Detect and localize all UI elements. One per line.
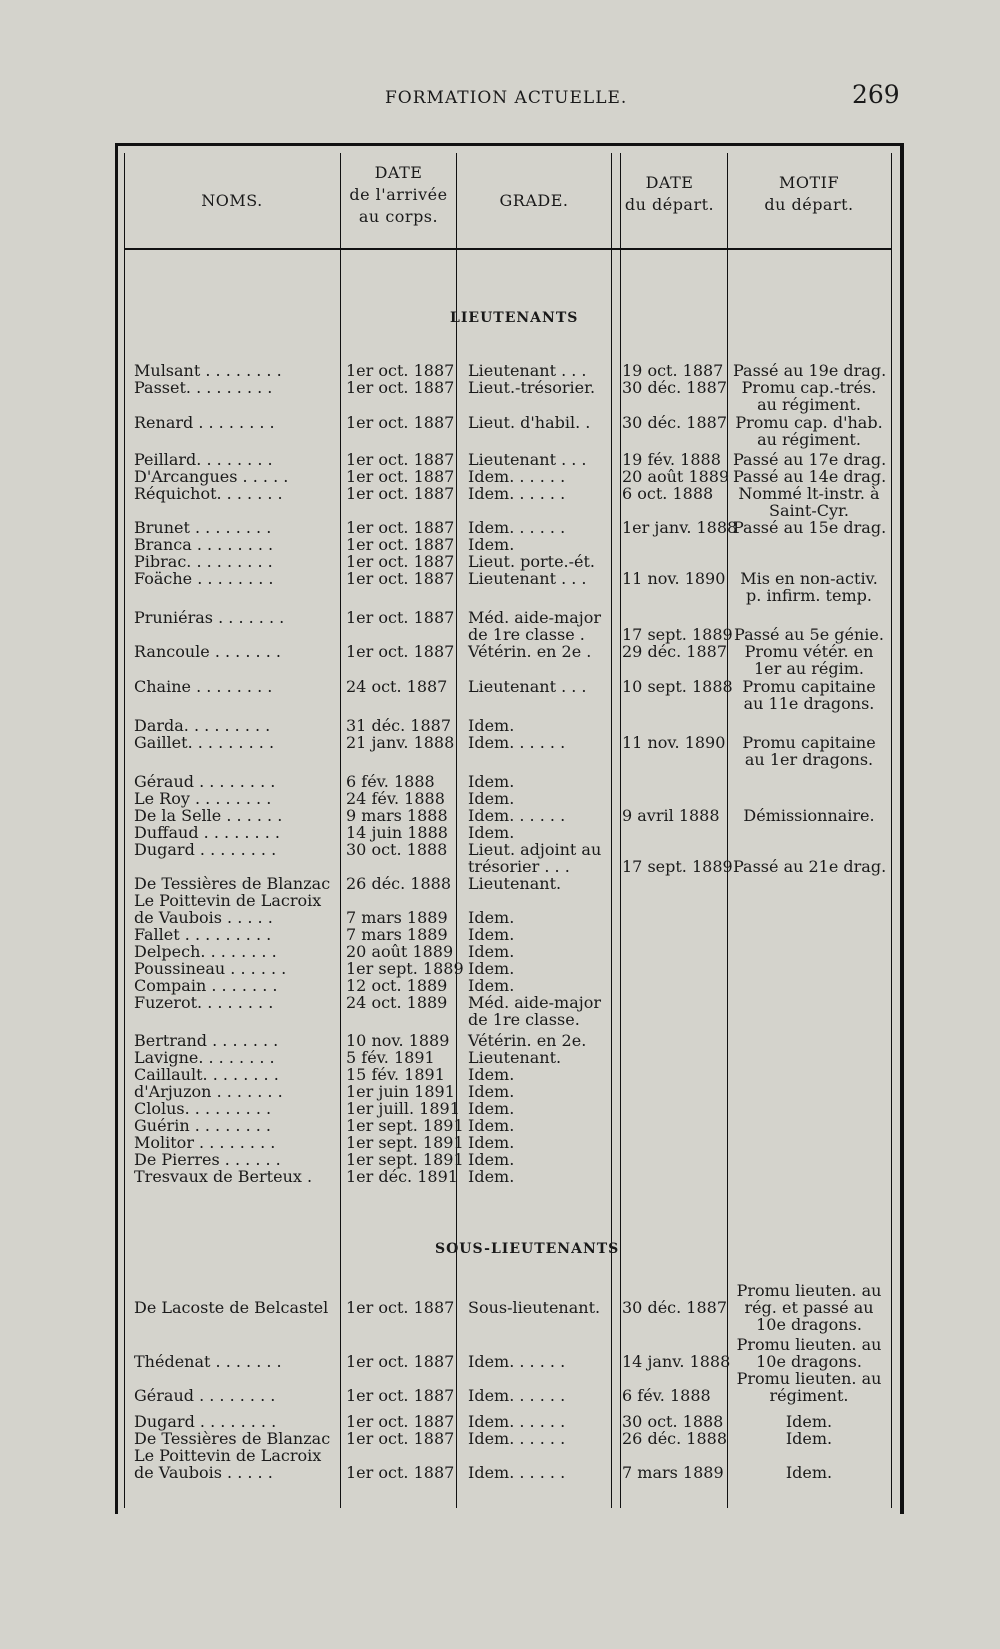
cell-grade: Lieut. d'habil. . — [468, 413, 591, 432]
cell-nom: Delpech. . . . . . . . — [134, 942, 277, 961]
cell-nom: Passet. . . . . . . . . — [134, 378, 273, 397]
cell-arrivee: 1er oct. 1887 — [346, 467, 455, 486]
cell-grade: Idem. . . . . . — [468, 518, 566, 537]
cell-arrivee: 26 déc. 1888 — [346, 874, 452, 893]
section-title-sous-lieutenants: SOUS-LIEUTENANTS — [435, 1241, 620, 1257]
running-head: FORMATION ACTUELLE. — [385, 88, 628, 108]
cell-motif: au 11e dragons. — [743, 694, 875, 713]
cell-arrivee: 5 fév. 1891 — [346, 1048, 435, 1067]
cell-grade: Idem. . . . . . — [468, 1352, 566, 1371]
cell-motif: au 1er dragons. — [744, 750, 874, 769]
cell-arrivee: 7 mars 1889 — [346, 925, 448, 944]
cell-arrivee: 20 août 1889 — [346, 942, 454, 961]
cell-depart: 17 sept. 1889 — [622, 625, 733, 644]
cell-motif: Promu cap.-trés. — [741, 378, 877, 397]
cell-grade: Idem. — [468, 772, 515, 791]
cell-grade: Lieutenant . . . — [468, 677, 587, 696]
cell-nom: De Tessières de Blanzac — [134, 1429, 331, 1448]
cell-grade: Idem. . . . . . — [468, 467, 566, 486]
cell-grade: Idem. — [468, 959, 515, 978]
cell-arrivee: 21 janv. 1888 — [346, 733, 455, 752]
cell-nom: Le Roy . . . . . . . . — [134, 789, 272, 808]
cell-arrivee: 1er oct. 1887 — [346, 484, 455, 503]
cell-nom: Le Poittevin de Lacroix — [134, 1446, 322, 1465]
cell-motif: Passé au 17e drag. — [733, 450, 887, 469]
cell-nom: Branca . . . . . . . . — [134, 535, 274, 554]
cell-arrivee: 1er juin 1891 — [346, 1082, 455, 1101]
cell-grade: Idem. — [468, 1116, 515, 1135]
cell-grade: Vétérin. en 2e . — [468, 642, 592, 661]
cell-nom: Thédenat . . . . . . . — [134, 1352, 282, 1371]
cell-motif: Saint-Cyr. — [768, 501, 849, 520]
cell-arrivee: 1er oct. 1887 — [346, 1412, 455, 1431]
header-date-arrivee: DATE de l'arrivée au corps. — [349, 163, 448, 226]
cell-nom: De Tessières de Blanzac — [134, 874, 331, 893]
header-rule — [124, 248, 891, 250]
cell-motif: Promu lieuten. au — [736, 1281, 882, 1300]
cell-nom: Dugard . . . . . . . . — [134, 840, 277, 859]
cell-arrivee: 15 fév. 1891 — [346, 1065, 445, 1084]
cell-depart: 7 mars 1889 — [622, 1463, 724, 1482]
cell-depart: 1er janv. 1888 — [622, 518, 738, 537]
cell-nom: Pibrac. . . . . . . . . — [134, 552, 273, 571]
cell-motif: 1er au régim. — [753, 659, 865, 678]
cell-nom: Lavigne. . . . . . . . — [134, 1048, 275, 1067]
cell-grade: Idem. — [468, 942, 515, 961]
cell-arrivee: 1er oct. 1887 — [346, 361, 455, 380]
cell-motif: Idem. — [785, 1463, 833, 1482]
cell-nom: Fallet . . . . . . . . . — [134, 925, 272, 944]
cell-nom: Guérin . . . . . . . . — [134, 1116, 271, 1135]
cell-grade: Idem. — [468, 716, 515, 735]
cell-grade: Idem. . . . . . — [468, 806, 566, 825]
cell-grade: Idem. . . . . . — [468, 733, 566, 752]
cell-arrivee: 1er oct. 1887 — [346, 413, 455, 432]
cell-arrivee: 1er sept. 1891 — [346, 1133, 464, 1152]
cell-arrivee: 6 fév. 1888 — [346, 772, 435, 791]
section-title-lieutenants: LIEUTENANTS — [450, 310, 579, 326]
cell-depart: 30 déc. 1887 — [622, 413, 728, 432]
cell-motif: Idem. — [785, 1412, 833, 1431]
cell-nom: Compain . . . . . . . — [134, 976, 278, 995]
cell-motif: Passé au 5e génie. — [734, 625, 884, 644]
cell-nom: Peillard. . . . . . . . — [134, 450, 273, 469]
cell-grade: Idem. — [468, 908, 515, 927]
cell-arrivee: 24 oct. 1889 — [346, 993, 448, 1012]
cell-nom: Renard . . . . . . . . — [134, 413, 275, 432]
cell-grade: Idem. — [468, 535, 515, 554]
cell-grade: Lieutenant. — [468, 1048, 562, 1067]
header-grade: GRADE. — [499, 191, 569, 210]
cell-arrivee: 1er oct. 1887 — [346, 569, 455, 588]
header-motif: MOTIF du départ. — [764, 173, 854, 214]
cell-arrivee: 1er oct. 1887 — [346, 1298, 455, 1317]
cell-motif: au régiment. — [757, 395, 861, 414]
column-divider — [456, 153, 457, 1508]
cell-depart: 6 fév. 1888 — [622, 1386, 711, 1405]
cell-arrivee: 7 mars 1889 — [346, 908, 448, 927]
cell-depart: 30 déc. 1887 — [622, 1298, 728, 1317]
cell-motif: au régiment. — [757, 430, 861, 449]
cell-nom: Chaine . . . . . . . . — [134, 677, 273, 696]
cell-arrivee: 1er oct. 1887 — [346, 378, 455, 397]
column-divider — [340, 153, 341, 1508]
cell-grade: Idem. — [468, 1065, 515, 1084]
cell-motif: Promu cap. d'hab. — [735, 413, 883, 432]
cell-motif: Promu vétér. en — [744, 642, 874, 661]
column-divider — [611, 153, 612, 1508]
page-number: 269 — [852, 80, 900, 109]
cell-arrivee: 10 nov. 1889 — [346, 1031, 450, 1050]
cell-arrivee: 9 mars 1888 — [346, 806, 448, 825]
cell-motif: rég. et passé au — [744, 1298, 874, 1317]
cell-nom: De la Selle . . . . . . — [134, 806, 283, 825]
cell-motif: Passé au 15e drag. — [733, 518, 887, 537]
header-date-depart: DATE du départ. — [624, 173, 715, 214]
cell-nom: Poussineau . . . . . . — [134, 959, 287, 978]
cell-arrivee: 1er oct. 1887 — [346, 1463, 455, 1482]
cell-arrivee: 1er sept. 1891 — [346, 1116, 464, 1135]
cell-grade: de 1re classe. — [468, 1010, 580, 1029]
cell-nom: Tresvaux de Berteux . — [134, 1167, 313, 1186]
cell-nom: Pruniéras . . . . . . . — [134, 608, 285, 627]
cell-motif: régiment. — [769, 1386, 849, 1405]
cell-grade: Idem. . . . . . — [468, 484, 566, 503]
cell-grade: Lieut. adjoint au — [468, 840, 602, 859]
column-divider — [727, 153, 728, 1508]
cell-grade: Idem. — [468, 1082, 515, 1101]
cell-grade: Lieutenant . . . — [468, 450, 587, 469]
cell-grade: Idem. — [468, 1167, 515, 1186]
cell-depart: 14 janv. 1888 — [622, 1352, 731, 1371]
cell-grade: Idem. . . . . . — [468, 1386, 566, 1405]
cell-motif: Promu lieuten. au — [736, 1369, 882, 1388]
cell-arrivee: 1er oct. 1887 — [346, 535, 455, 554]
cell-nom: de Vaubois . . . . . — [134, 1463, 273, 1482]
cell-arrivee: 1er oct. 1887 — [346, 450, 455, 469]
cell-depart: 6 oct. 1888 — [622, 484, 714, 503]
cell-arrivee: 1er oct. 1887 — [346, 1352, 455, 1371]
cell-arrivee: 1er sept. 1891 — [346, 1150, 464, 1169]
cell-motif: Nommé lt-instr. à — [738, 484, 880, 503]
cell-grade: Idem. . . . . . — [468, 1463, 566, 1482]
cell-depart: 11 nov. 1890 — [622, 569, 726, 588]
cell-motif: 10e dragons. — [756, 1352, 862, 1371]
cell-depart: 10 sept. 1888 — [622, 677, 733, 696]
cell-grade: Lieutenant. — [468, 874, 562, 893]
cell-motif: Promu capitaine — [742, 677, 876, 696]
cell-grade: de 1re classe . — [468, 625, 585, 644]
cell-grade: Idem. — [468, 823, 515, 842]
cell-grade: Idem. — [468, 789, 515, 808]
cell-arrivee: 14 juin 1888 — [346, 823, 448, 842]
cell-motif: Passé au 14e drag. — [733, 467, 887, 486]
cell-grade: Lieut.-trésorier. — [468, 378, 596, 397]
cell-nom: Molitor . . . . . . . . — [134, 1133, 276, 1152]
cell-grade: Lieut. porte.-ét. — [468, 552, 596, 571]
cell-nom: d'Arjuzon . . . . . . . — [134, 1082, 283, 1101]
cell-nom: Le Poittevin de Lacroix — [134, 891, 322, 910]
cell-grade: Idem. — [468, 1099, 515, 1118]
cell-arrivee: 1er oct. 1887 — [346, 552, 455, 571]
cell-motif: Promu capitaine — [742, 733, 876, 752]
cell-nom: D'Arcangues . . . . . — [134, 467, 289, 486]
cell-arrivee: 31 déc. 1887 — [346, 716, 452, 735]
cell-nom: Duffaud . . . . . . . . — [134, 823, 280, 842]
column-divider — [620, 153, 621, 1508]
cell-nom: Géraud . . . . . . . . — [134, 1386, 276, 1405]
cell-depart: 30 déc. 1887 — [622, 378, 728, 397]
cell-grade: Lieutenant . . . — [468, 361, 587, 380]
cell-nom: De Pierres . . . . . . — [134, 1150, 281, 1169]
cell-grade: Idem. . . . . . — [468, 1412, 566, 1431]
cell-nom: Géraud . . . . . . . . — [134, 772, 276, 791]
cell-motif: p. infirm. temp. — [746, 586, 872, 605]
cell-nom: Gaillet. . . . . . . . . — [134, 733, 275, 752]
cell-grade: Méd. aide-major — [468, 608, 601, 627]
cell-depart: 20 août 1889 — [622, 467, 730, 486]
cell-depart: 11 nov. 1890 — [622, 733, 726, 752]
cell-arrivee: 1er oct. 1887 — [346, 1429, 455, 1448]
cell-motif: 10e dragons. — [756, 1315, 862, 1334]
cell-arrivee: 1er oct. 1887 — [346, 518, 455, 537]
cell-depart: 29 déc. 1887 — [622, 642, 728, 661]
cell-nom: Caillault. . . . . . . . — [134, 1065, 279, 1084]
cell-arrivee: 24 fév. 1888 — [346, 789, 445, 808]
cell-nom: Brunet . . . . . . . . — [134, 518, 272, 537]
cell-grade: Vétérin. en 2e. — [468, 1031, 587, 1050]
cell-motif: Passé au 21e drag. — [733, 857, 887, 876]
cell-grade: Idem. — [468, 1133, 515, 1152]
cell-arrivee: 1er sept. 1889 — [346, 959, 464, 978]
cell-motif: Passé au 19e drag. — [733, 361, 887, 380]
cell-depart: 17 sept. 1889 — [622, 857, 733, 876]
cell-nom: Rancoule . . . . . . . — [134, 642, 281, 661]
cell-arrivee: 1er oct. 1887 — [346, 642, 455, 661]
cell-nom: Darda. . . . . . . . . — [134, 716, 271, 735]
cell-motif: Idem. — [785, 1429, 833, 1448]
cell-nom: Clolus. . . . . . . . . — [134, 1099, 272, 1118]
cell-nom: Foäche . . . . . . . . — [134, 569, 274, 588]
cell-grade: trésorier . . . — [468, 857, 570, 876]
cell-grade: Idem. — [468, 1150, 515, 1169]
cell-nom: Réquichot. . . . . . . — [134, 484, 283, 503]
cell-nom: de Vaubois . . . . . — [134, 908, 273, 927]
cell-grade: Idem. . . . . . — [468, 1429, 566, 1448]
cell-nom: Bertrand . . . . . . . — [134, 1031, 279, 1050]
cell-nom: De Lacoste de Belcastel — [134, 1298, 329, 1317]
cell-arrivee: 1er juill. 1891 — [346, 1099, 460, 1118]
cell-arrivee: 1er oct. 1887 — [346, 1386, 455, 1405]
cell-nom: Mulsant . . . . . . . . — [134, 361, 282, 380]
cell-nom: Dugard . . . . . . . . — [134, 1412, 277, 1431]
header-noms: NOMS. — [201, 191, 263, 210]
cell-grade: Méd. aide-major — [468, 993, 601, 1012]
cell-depart: 30 oct. 1888 — [622, 1412, 724, 1431]
cell-depart: 9 avril 1888 — [622, 806, 720, 825]
cell-grade: Idem. — [468, 976, 515, 995]
cell-motif: Démissionnaire. — [743, 806, 875, 825]
cell-nom: Fuzerot. . . . . . . . — [134, 993, 274, 1012]
cell-arrivee: 12 oct. 1889 — [346, 976, 448, 995]
cell-grade: Lieutenant . . . — [468, 569, 587, 588]
cell-grade: Idem. — [468, 925, 515, 944]
cell-motif: Mis en non-activ. — [740, 569, 878, 588]
cell-arrivee: 30 oct. 1888 — [346, 840, 448, 859]
cell-depart: 26 déc. 1888 — [622, 1429, 728, 1448]
cell-depart: 19 fév. 1888 — [622, 450, 721, 469]
cell-motif: Promu lieuten. au — [736, 1335, 882, 1354]
cell-depart: 19 oct. 1887 — [622, 361, 724, 380]
cell-grade: Sous-lieutenant. — [468, 1298, 601, 1317]
cell-arrivee: 1er oct. 1887 — [346, 608, 455, 627]
cell-arrivee: 1er déc. 1891 — [346, 1167, 458, 1186]
cell-arrivee: 24 oct. 1887 — [346, 677, 448, 696]
